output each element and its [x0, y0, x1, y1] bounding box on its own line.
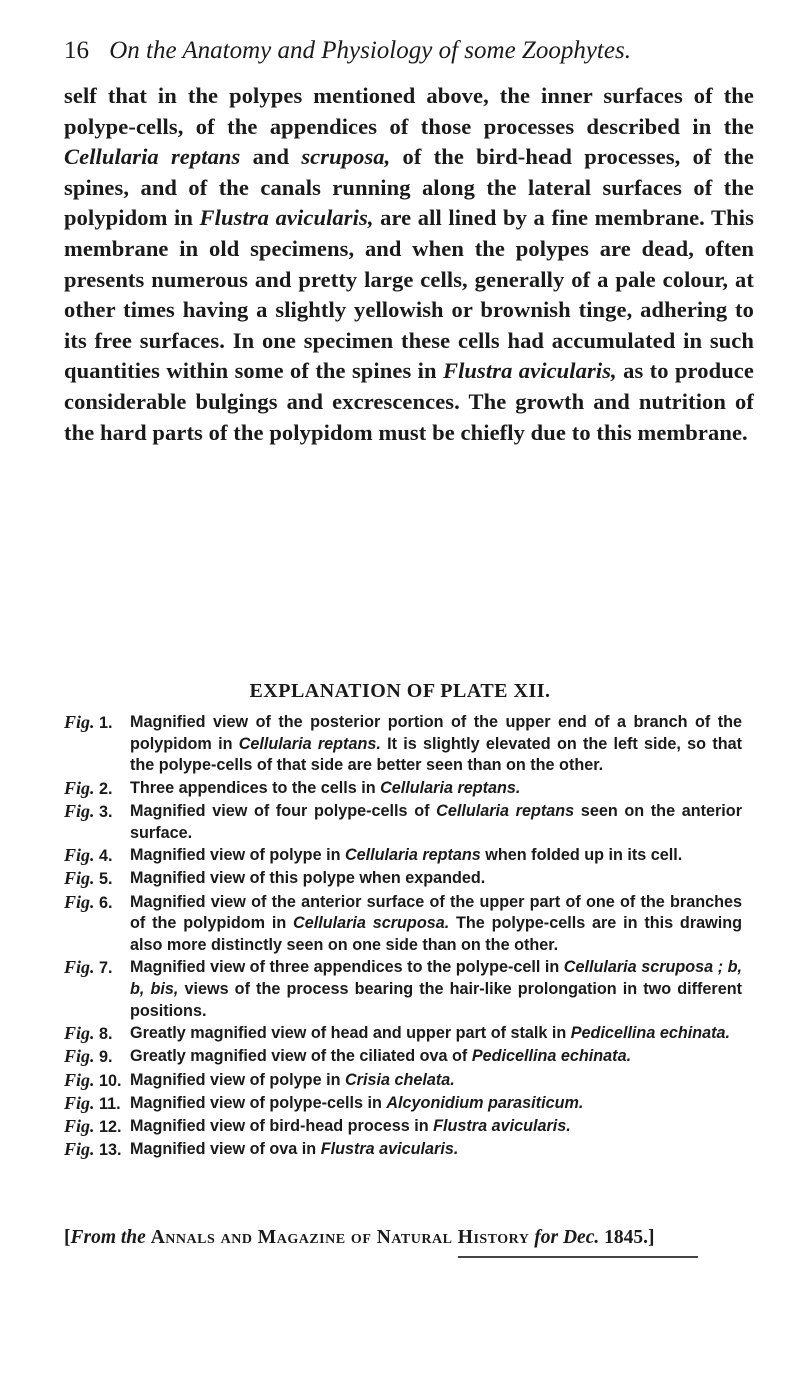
figure-entry — [64, 845, 754, 868]
figure-description — [130, 845, 754, 867]
fig-number: 9. — [99, 1048, 113, 1067]
species-name: Cellularia scruposa. — [293, 914, 450, 933]
figure-label — [64, 1139, 130, 1162]
figure-entry — [64, 1070, 754, 1093]
species-name: Flustra avicularis. — [433, 1117, 571, 1136]
running-header — [64, 36, 754, 66]
fig-abbrev: Fig. — [64, 1023, 95, 1043]
figure-label — [64, 1023, 130, 1046]
species-name: Cellularia scruposa ; b, b, bis, — [130, 958, 742, 998]
species-name: Cellularia reptans — [344, 846, 481, 864]
fig-number: 12. — [99, 1118, 122, 1137]
description-text: when folded up in its cell. — [480, 846, 683, 864]
fig-abbrev: Fig. — [64, 1069, 95, 1090]
figure-entry — [64, 1023, 754, 1046]
running-title: On the Anatomy and Physiology of some Zoophytes. — [109, 37, 631, 64]
figure-label — [64, 1070, 130, 1093]
description-text: Magnified view of the anterior surface of the upper part of one of the branches of the polypidom in — [130, 892, 742, 933]
figure-explanation-list — [64, 712, 754, 1163]
fig-number: 7. — [99, 959, 113, 978]
body-text-run: are all lined by a fine membrane. This membrane in old specimens, and when the polypes are dead, often presents numerous and pretty large cells, generally of a pale colour, at other times having a slightly yellowish or brownish tinge, adhering to its free surfaces. In one specimen these cells had accumulated in such quantities within some of the spines in — [64, 205, 754, 384]
footer-journal: Annals and Magazine of Natural History — [150, 1227, 530, 1248]
fig-number: 4. — [99, 847, 113, 865]
fig-number: 2. — [99, 779, 113, 798]
fig-number: 5. — [99, 870, 113, 889]
fig-number: 13. — [99, 1141, 122, 1160]
body-paragraph — [64, 81, 754, 448]
fig-abbrev: Fig. — [64, 957, 95, 978]
description-text: Magnified view of polype in — [130, 846, 345, 864]
figure-entry — [64, 892, 754, 957]
fig-abbrev: Fig. — [64, 1092, 95, 1113]
species-name: Cellularia reptans. — [238, 734, 381, 753]
species-name: Cellularia reptans — [436, 802, 575, 820]
body-text-run: and — [240, 144, 302, 170]
description-text: Magnified view of polype in — [130, 1070, 345, 1089]
description-text: Greatly magnified view of head and upper part of stalk in — [130, 1024, 571, 1042]
figure-label — [64, 778, 130, 801]
figure-label — [64, 712, 130, 735]
figure-description — [130, 801, 754, 844]
species-name: Crisia chelata. — [344, 1070, 455, 1089]
figure-label — [64, 801, 130, 824]
figure-label — [64, 1093, 130, 1116]
description-text: Magnified view of three appendices to the polype-cell in — [130, 958, 564, 977]
description-text: Three appendices to the cells in — [130, 778, 381, 797]
fig-abbrev: Fig. — [64, 868, 95, 889]
figure-entry — [64, 957, 754, 1022]
source-footer — [64, 1226, 764, 1250]
figure-description — [130, 1093, 754, 1115]
figure-description — [130, 1046, 754, 1068]
species-name: Flustra avicularis. — [320, 1140, 459, 1159]
figure-description — [130, 712, 754, 777]
fig-number: 1. — [99, 714, 113, 732]
fig-abbrev: Fig. — [64, 801, 95, 821]
figure-entry — [64, 1093, 754, 1116]
footer-rule — [458, 1256, 698, 1258]
section-heading: EXPLANATION OF PLATE XII. — [249, 680, 551, 702]
figure-entry — [64, 778, 754, 801]
description-text: The polype-cells are in this drawing also more distinctly seen on one side than on the other. — [130, 914, 742, 954]
species-name: Alcyonidium parasiticum. — [386, 1093, 584, 1112]
species-name: Pedicellina echinata. — [471, 1047, 632, 1066]
footer-year: 1845.] — [599, 1227, 655, 1248]
page-number: 16 — [64, 37, 89, 64]
footer-bracket: [ — [64, 1227, 71, 1248]
figure-description — [130, 778, 754, 800]
description-text: Magnified view of bird-head process in — [130, 1117, 434, 1136]
figure-label — [64, 892, 130, 915]
figure-label — [64, 957, 130, 980]
figure-description — [130, 892, 754, 957]
description-text: seen on the anterior surface. — [130, 802, 742, 842]
figure-description — [130, 868, 754, 890]
figure-description — [130, 1070, 754, 1092]
description-text: Magnified view of this polype when expanded. — [130, 869, 486, 888]
fig-number: 3. — [99, 803, 113, 821]
species-name: Cellularia reptans — [64, 144, 241, 170]
fig-abbrev: Fig. — [64, 777, 95, 798]
description-text: views of the process bearing the hair-like prolongation in two different positions. — [130, 980, 742, 1020]
description-text: Greatly magnified view of the ciliated ova of — [130, 1047, 472, 1066]
figure-label — [64, 868, 130, 891]
description-text: Magnified view of ova in — [130, 1140, 321, 1159]
fig-abbrev: Fig. — [64, 1046, 95, 1067]
figure-entry — [64, 868, 754, 891]
figure-label — [64, 845, 130, 868]
figure-description — [130, 1116, 754, 1138]
fig-abbrev: Fig. — [64, 845, 95, 865]
figure-description — [130, 1023, 754, 1045]
description-text: Magnified view of polype-cells in — [130, 1093, 387, 1112]
figure-entry — [64, 1139, 754, 1162]
description-text: Magnified view of the posterior portion of the upper end of a branch of the polypidom in — [130, 713, 742, 753]
description-text: It is slightly elevated on the left side, so that the polype-cells of that side are better seen than on the other. — [130, 734, 742, 775]
body-text-run: as to produce considerable bulgings and excrescences. The growth and nutrition of the hard parts of the polypidom must be chiefly due to this membrane. — [64, 358, 754, 445]
description-text: Magnified view of four polype-cells of — [130, 802, 437, 820]
figure-label — [64, 1046, 130, 1069]
species-name: Flustra avicularis, — [199, 205, 374, 231]
figure-entry — [64, 1116, 754, 1139]
species-name: Pedicellina echinata. — [570, 1024, 730, 1042]
figure-entry — [64, 712, 754, 777]
footer-from: From the — [70, 1227, 146, 1248]
fig-abbrev: Fig. — [64, 1116, 95, 1137]
species-name: Cellularia reptans. — [380, 778, 521, 797]
species-name: scruposa, — [301, 144, 391, 170]
fig-abbrev: Fig. — [64, 712, 95, 732]
footer-date: for Dec. — [534, 1227, 600, 1248]
fig-number: 6. — [99, 893, 113, 912]
fig-number: 8. — [99, 1025, 113, 1043]
species-name: Flustra avicularis, — [442, 358, 617, 384]
fig-abbrev: Fig. — [64, 891, 95, 912]
figure-description — [130, 957, 754, 1022]
fig-number: 10. — [99, 1071, 122, 1090]
figure-entry — [64, 1046, 754, 1069]
body-text-run: self that in the polypes mentioned above, the inner surfaces of the polype-cells, of the appendices of those processes described in the — [64, 83, 754, 139]
figure-label — [64, 1116, 130, 1139]
fig-abbrev: Fig. — [64, 1139, 95, 1160]
fig-number: 11. — [99, 1094, 121, 1113]
figure-entry — [64, 801, 754, 844]
body-text-run: of the bird-head processes, of the spines, and of the canals running along the lateral surfaces of the polypidom in — [64, 144, 754, 231]
figure-description — [130, 1139, 754, 1161]
